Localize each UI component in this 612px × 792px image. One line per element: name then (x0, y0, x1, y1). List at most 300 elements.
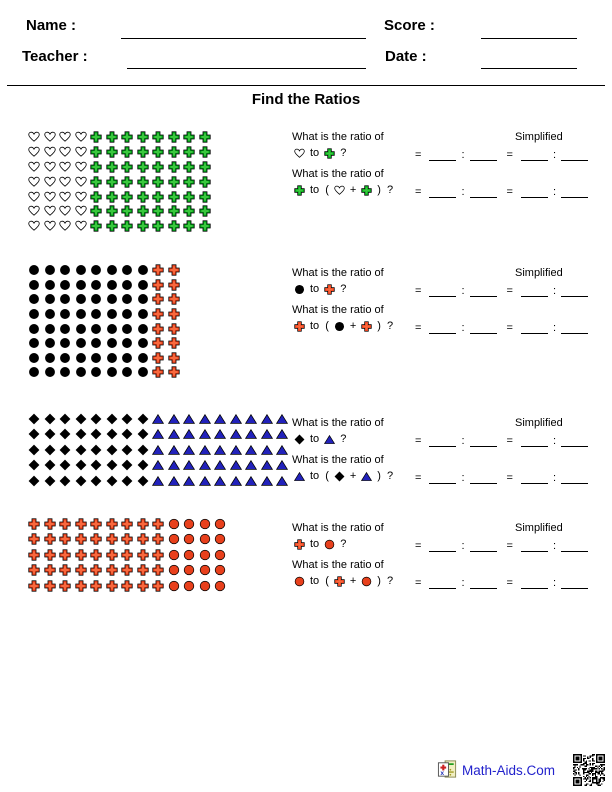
cross-green-icon (137, 161, 149, 173)
diamond-black-icon (28, 475, 40, 487)
equals-sign: = (506, 539, 513, 552)
diamond-black-icon (28, 459, 40, 471)
simplified-label: Simplified (515, 131, 563, 143)
name-input-line[interactable] (121, 25, 366, 39)
question-word: ? (386, 470, 394, 482)
answer-row (415, 319, 590, 334)
answer-blank[interactable] (561, 184, 588, 198)
circle-black-icon (90, 337, 102, 349)
circle-black-icon (44, 337, 56, 349)
circle-red-icon (214, 580, 226, 592)
circle-black-icon (90, 308, 102, 320)
cross-green-icon (324, 148, 335, 159)
answer-row (415, 282, 590, 297)
cross-red-icon (168, 264, 180, 276)
answer-blank[interactable] (470, 147, 497, 161)
cross-green-icon (199, 191, 211, 203)
triangle-blue-icon (230, 428, 242, 440)
cross-red-icon (294, 321, 305, 332)
answer-blank[interactable] (429, 184, 456, 198)
cross-green-icon (199, 220, 211, 232)
triangle-blue-icon (152, 459, 164, 471)
diamond-black-icon (59, 413, 71, 425)
diamond-black-icon (90, 459, 102, 471)
answer-blank[interactable] (561, 470, 588, 484)
question-word: ? (386, 320, 394, 332)
colon-sign: : (461, 321, 465, 334)
cross-red-icon (59, 580, 71, 592)
shape-row (28, 516, 230, 532)
cross-green-icon (90, 205, 102, 217)
cross-green-icon (90, 161, 102, 173)
triangle-blue-icon (168, 428, 180, 440)
circle-black-icon (137, 366, 149, 378)
circle-black-icon (75, 308, 87, 320)
triangle-blue-icon (214, 459, 226, 471)
circle-black-icon (59, 264, 71, 276)
diamond-black-icon (334, 471, 345, 482)
cross-red-icon (137, 518, 149, 530)
heart-white-icon (59, 176, 71, 188)
cross-red-icon (90, 533, 102, 545)
answer-blank[interactable] (470, 470, 497, 484)
answer-blank[interactable] (470, 538, 497, 552)
circle-black-icon (137, 352, 149, 364)
cross-red-icon (75, 549, 87, 561)
answer-blank[interactable] (561, 283, 588, 297)
diamond-black-icon (44, 459, 56, 471)
cross-red-icon (137, 533, 149, 545)
heart-white-icon (44, 131, 56, 143)
circle-red-icon (168, 533, 180, 545)
circle-black-icon (59, 293, 71, 305)
triangle-blue-icon (199, 459, 211, 471)
diamond-black-icon (90, 444, 102, 456)
cross-red-icon (152, 308, 164, 320)
shape-row (28, 307, 183, 322)
cross-red-icon (44, 533, 56, 545)
answer-blank[interactable] (429, 575, 456, 589)
teacher-label: Teacher : (22, 48, 88, 65)
cross-red-icon (152, 549, 164, 561)
colon-sign: : (461, 576, 465, 589)
cross-green-icon (121, 205, 133, 217)
equals-sign: = (415, 185, 422, 198)
question-word: ( (325, 184, 329, 196)
answer-blank[interactable] (429, 283, 456, 297)
triangle-blue-icon (230, 444, 242, 456)
circle-black-icon (137, 293, 149, 305)
triangle-blue-icon (199, 428, 211, 440)
question-word: + (349, 184, 357, 196)
answer-blank[interactable] (561, 320, 588, 334)
equals-sign: = (415, 576, 422, 589)
answer-blank[interactable] (561, 538, 588, 552)
heart-white-icon (28, 161, 40, 173)
cross-green-icon (294, 185, 305, 196)
heart-white-icon (75, 131, 87, 143)
shape-row (28, 427, 292, 443)
circle-red-icon (294, 576, 305, 587)
answer-blank[interactable] (429, 538, 456, 552)
equals-sign: = (415, 471, 422, 484)
circle-black-icon (106, 337, 118, 349)
answer-blank[interactable] (561, 147, 588, 161)
circle-black-icon (121, 264, 133, 276)
circle-black-icon (121, 337, 133, 349)
heart-white-icon (44, 176, 56, 188)
simplified-label: Simplified (515, 522, 563, 534)
circle-black-icon (28, 366, 40, 378)
date-input-line[interactable] (481, 55, 577, 69)
question-word: ) (377, 320, 381, 332)
triangle-blue-icon (276, 413, 288, 425)
circle-red-icon (214, 533, 226, 545)
answer-row (415, 183, 590, 198)
equals-sign: = (506, 185, 513, 198)
heart-white-icon (28, 205, 40, 217)
cross-green-icon (106, 176, 118, 188)
cross-red-icon (106, 518, 118, 530)
simplified-label: Simplified (515, 417, 563, 429)
question-word: to (310, 538, 320, 550)
answer-blank[interactable] (429, 320, 456, 334)
circle-black-icon (106, 279, 118, 291)
cross-red-icon (152, 293, 164, 305)
cross-green-icon (152, 205, 164, 217)
cross-green-icon (137, 205, 149, 217)
answer-blank[interactable] (429, 147, 456, 161)
circle-black-icon (59, 352, 71, 364)
circle-black-icon (44, 308, 56, 320)
cross-red-icon (106, 533, 118, 545)
cross-red-icon (121, 564, 133, 576)
cross-red-icon (75, 564, 87, 576)
cross-green-icon (90, 220, 102, 232)
heart-white-icon (44, 191, 56, 203)
triangle-blue-icon (214, 444, 226, 456)
cross-red-icon (28, 580, 40, 592)
circle-red-icon (199, 549, 211, 561)
triangle-blue-icon (245, 459, 257, 471)
cross-red-icon (44, 564, 56, 576)
triangle-blue-icon (214, 428, 226, 440)
circle-black-icon (28, 323, 40, 335)
triangle-blue-icon (276, 459, 288, 471)
answer-blank[interactable] (429, 433, 456, 447)
cross-red-icon (152, 337, 164, 349)
equals-sign: = (506, 434, 513, 447)
circle-black-icon (59, 308, 71, 320)
question-word: to (310, 320, 320, 332)
question-word: to (310, 184, 320, 196)
colon-sign: : (552, 434, 556, 447)
shape-row (28, 365, 183, 380)
equals-sign: = (415, 434, 422, 447)
cross-green-icon (106, 146, 118, 158)
diamond-black-icon (28, 428, 40, 440)
shape-row (28, 189, 214, 204)
cross-red-icon (44, 580, 56, 592)
answer-blank[interactable] (470, 283, 497, 297)
question-word: ( (325, 320, 329, 332)
circle-black-icon (137, 264, 149, 276)
question-word: ) (377, 575, 381, 587)
cross-red-icon (90, 564, 102, 576)
heart-white-icon (75, 205, 87, 217)
teacher-input-line[interactable] (127, 55, 366, 69)
cross-green-icon (106, 131, 118, 143)
cross-red-icon (152, 580, 164, 592)
colon-sign: : (552, 321, 556, 334)
cross-green-icon (121, 220, 133, 232)
cross-red-icon (75, 518, 87, 530)
circle-black-icon (106, 352, 118, 364)
answer-blank[interactable] (521, 470, 548, 484)
question-block (292, 522, 612, 596)
circle-black-icon (90, 293, 102, 305)
answer-blank[interactable] (561, 575, 588, 589)
circle-black-icon (121, 323, 133, 335)
cross-red-icon (168, 366, 180, 378)
triangle-blue-icon (199, 444, 211, 456)
diamond-black-icon (121, 475, 133, 487)
shape-row (28, 473, 292, 489)
circle-black-icon (137, 308, 149, 320)
cross-green-icon (137, 176, 149, 188)
equals-sign: = (415, 284, 422, 297)
answer-blank[interactable] (470, 433, 497, 447)
colon-sign: : (552, 284, 556, 297)
diamond-black-icon (137, 428, 149, 440)
cross-red-icon (152, 518, 164, 530)
colon-sign: : (552, 576, 556, 589)
circle-black-icon (28, 352, 40, 364)
diamond-black-icon (59, 444, 71, 456)
circle-black-icon (44, 352, 56, 364)
triangle-blue-icon (230, 413, 242, 425)
triangle-blue-icon (276, 428, 288, 440)
score-input-line[interactable] (481, 25, 577, 39)
answer-blank[interactable] (521, 320, 548, 334)
circle-red-icon (199, 533, 211, 545)
question-symbols (292, 433, 415, 445)
shape-row (28, 130, 214, 145)
circle-black-icon (75, 337, 87, 349)
colon-sign: : (461, 185, 465, 198)
circle-black-icon (44, 279, 56, 291)
cross-red-icon (121, 533, 133, 545)
question-prompt: What is the ratio of (292, 168, 384, 180)
heart-white-icon (59, 161, 71, 173)
answer-blank[interactable] (429, 470, 456, 484)
circle-red-icon (168, 518, 180, 530)
cross-green-icon (199, 131, 211, 143)
heart-white-icon (28, 220, 40, 232)
circle-black-icon (106, 366, 118, 378)
triangle-blue-icon (152, 428, 164, 440)
shape-row (28, 532, 230, 548)
question-word: ? (340, 283, 347, 295)
cross-green-icon (168, 205, 180, 217)
triangle-blue-icon (361, 471, 372, 482)
shape-row (28, 321, 183, 336)
answer-blank[interactable] (521, 575, 548, 589)
cross-green-icon (90, 191, 102, 203)
cross-red-icon (121, 549, 133, 561)
cross-green-icon (106, 161, 118, 173)
cross-red-icon (28, 533, 40, 545)
triangle-blue-icon (230, 475, 242, 487)
heart-white-icon (334, 185, 345, 196)
question-word: to (310, 283, 320, 295)
answer-row (415, 574, 590, 589)
cross-green-icon (183, 205, 195, 217)
diamond-black-icon (90, 413, 102, 425)
colon-sign: : (552, 539, 556, 552)
cross-green-icon (168, 146, 180, 158)
answer-blank[interactable] (521, 283, 548, 297)
circle-black-icon (75, 352, 87, 364)
question-word: to (310, 575, 320, 587)
shape-row (28, 547, 230, 563)
shape-row (28, 263, 183, 278)
cross-red-icon (59, 518, 71, 530)
circle-black-icon (137, 279, 149, 291)
question-prompt: What is the ratio of (292, 522, 384, 534)
colon-sign: : (552, 471, 556, 484)
triangle-blue-icon (214, 413, 226, 425)
answer-blank[interactable] (521, 538, 548, 552)
answer-blank[interactable] (561, 433, 588, 447)
diamond-black-icon (137, 413, 149, 425)
circle-black-icon (44, 323, 56, 335)
question-word: + (349, 320, 357, 332)
triangle-blue-icon (294, 471, 305, 482)
colon-sign: : (461, 148, 465, 161)
cross-green-icon (121, 161, 133, 173)
shape-grid (28, 263, 183, 380)
heart-white-icon (59, 146, 71, 158)
circle-red-icon (168, 564, 180, 576)
diamond-black-icon (75, 413, 87, 425)
cross-green-icon (168, 191, 180, 203)
circle-black-icon (106, 293, 118, 305)
cross-green-icon (152, 146, 164, 158)
circle-black-icon (121, 308, 133, 320)
diamond-black-icon (44, 413, 56, 425)
cross-green-icon (183, 191, 195, 203)
answer-blank[interactable] (521, 184, 548, 198)
circle-black-icon (28, 308, 40, 320)
question-word: + (349, 470, 357, 482)
cross-red-icon (137, 549, 149, 561)
cross-red-icon (75, 533, 87, 545)
cross-green-icon (90, 131, 102, 143)
cross-red-icon (121, 518, 133, 530)
answer-blank[interactable] (470, 320, 497, 334)
cross-red-icon (59, 549, 71, 561)
diamond-black-icon (106, 444, 118, 456)
answer-blank[interactable] (521, 433, 548, 447)
shape-row (28, 442, 292, 458)
question-block (292, 417, 612, 491)
triangle-blue-icon (152, 413, 164, 425)
math-aids-link[interactable]: Math-Aids.Com (462, 763, 556, 778)
colon-sign: : (461, 471, 465, 484)
answer-blank[interactable] (521, 147, 548, 161)
cross-green-icon (183, 161, 195, 173)
cross-red-icon (90, 518, 102, 530)
circle-red-icon (361, 576, 372, 587)
answer-blank[interactable] (470, 184, 497, 198)
triangle-blue-icon (183, 428, 195, 440)
circle-black-icon (106, 308, 118, 320)
heart-white-icon (75, 220, 87, 232)
cross-green-icon (137, 146, 149, 158)
question-symbols (292, 147, 415, 159)
shape-row (28, 578, 230, 594)
cross-red-icon (168, 279, 180, 291)
cross-green-icon (152, 220, 164, 232)
answer-blank[interactable] (470, 575, 497, 589)
equals-sign: = (415, 539, 422, 552)
colon-sign: : (461, 539, 465, 552)
cross-red-icon (152, 564, 164, 576)
circle-red-icon (183, 518, 195, 530)
circle-red-icon (214, 564, 226, 576)
heart-white-icon (294, 148, 305, 159)
diamond-black-icon (106, 413, 118, 425)
question-symbols (292, 320, 415, 332)
diamond-black-icon (137, 459, 149, 471)
diamond-black-icon (75, 475, 87, 487)
cross-red-icon (168, 308, 180, 320)
circle-black-icon (75, 279, 87, 291)
circle-black-icon (106, 264, 118, 276)
question-symbols (292, 470, 415, 482)
question-word: ( (325, 575, 329, 587)
circle-red-icon (199, 580, 211, 592)
answer-row (415, 146, 590, 161)
header-divider (7, 85, 605, 86)
triangle-blue-icon (245, 428, 257, 440)
cross-red-icon (106, 580, 118, 592)
cross-green-icon (121, 191, 133, 203)
question-word: + (349, 575, 357, 587)
diamond-black-icon (106, 428, 118, 440)
simplified-label: Simplified (515, 267, 563, 279)
equals-sign: = (506, 471, 513, 484)
cross-green-icon (199, 205, 211, 217)
cross-green-icon (168, 131, 180, 143)
circle-red-icon (183, 533, 195, 545)
cross-red-icon (334, 576, 345, 587)
shape-row (28, 219, 214, 234)
cross-green-icon (90, 176, 102, 188)
triangle-blue-icon (183, 413, 195, 425)
question-prompt: What is the ratio of (292, 559, 384, 571)
cross-red-icon (44, 549, 56, 561)
diamond-black-icon (121, 413, 133, 425)
heart-white-icon (75, 176, 87, 188)
circle-black-icon (44, 293, 56, 305)
circle-black-icon (59, 323, 71, 335)
question-word: to (310, 147, 320, 159)
shape-row (28, 292, 183, 307)
question-prompt: What is the ratio of (292, 417, 384, 429)
cross-red-icon (152, 533, 164, 545)
